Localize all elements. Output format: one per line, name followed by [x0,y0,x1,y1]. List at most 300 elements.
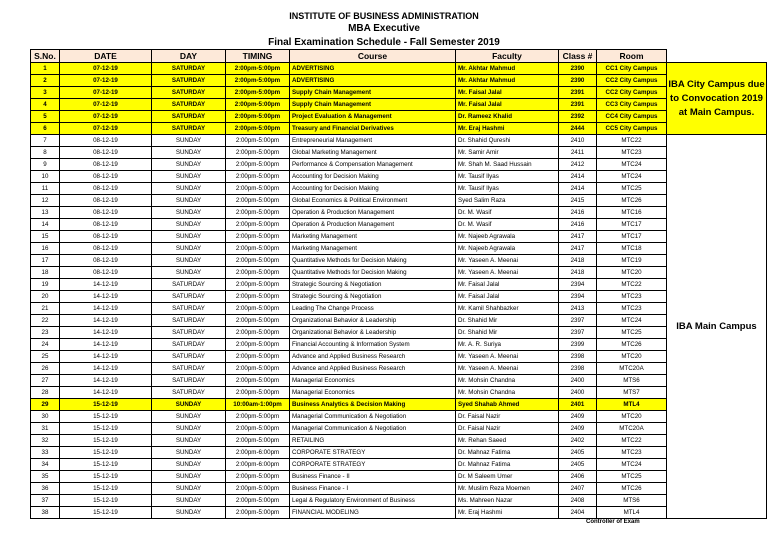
table-row [31,363,767,375]
table-row [31,483,767,495]
city-campus-note: IBA City Campus due to Convocation 2019 at Main Campus. [667,63,767,135]
cell-room: MTC20A [597,423,667,435]
cell-faculty: Mr. Mohsin Chandna [456,387,559,399]
cell-day: SUNDAY [152,135,226,147]
cell-cls: 2407 [559,483,597,495]
cell-time: 2:00pm-5:00pm [226,231,290,243]
cell-room: MTC24 [597,459,667,471]
cell-sno: 30 [31,411,60,423]
cell-date: 14-12-19 [60,315,152,327]
cell-time: 2:00pm-5:00pm [226,279,290,291]
table-row [31,471,767,483]
cell-sno: 12 [31,195,60,207]
cell-time: 2:00pm-5:00pm [226,435,290,447]
cell-time: 2:00pm-6:00pm [226,459,290,471]
controller-signature-label: Controller of Exam [586,519,640,525]
cell-sno: 7 [31,135,60,147]
cell-day: SUNDAY [152,159,226,171]
cell-date: 08-12-19 [60,255,152,267]
cell-day: SATURDAY [152,87,226,99]
cell-time: 2:00pm-5:00pm [226,267,290,279]
note-header-spacer [667,50,767,63]
cell-sno: 4 [31,99,60,111]
cell-room: MTC26 [597,483,667,495]
table-row [31,507,767,519]
cell-time: 2:00pm-5:00pm [226,183,290,195]
cell-course: Performance & Compensation Management [290,159,456,171]
table-row [31,87,767,99]
table-row [31,183,767,195]
cell-room: MTC24 [597,315,667,327]
cell-course: Strategic Sourcing & Negotiation [290,279,456,291]
cell-cls: 2405 [559,459,597,471]
cell-course: CORPORATE STRATEGY [290,459,456,471]
cell-course: ADVERTISING [290,75,456,87]
cell-time: 2:00pm-5:00pm [226,303,290,315]
cell-room: MTC22 [597,279,667,291]
cell-faculty: Mr. Faisal Jalal [456,87,559,99]
cell-date: 15-12-19 [60,507,152,519]
cell-faculty: Mr. A. R. Suriya [456,339,559,351]
cell-day: SATURDAY [152,375,226,387]
cell-date: 08-12-19 [60,159,152,171]
cell-faculty: Mr. Akhtar Mahmud [456,63,559,75]
cell-cls: 2417 [559,231,597,243]
cell-date: 07-12-19 [60,123,152,135]
cell-sno: 21 [31,303,60,315]
cell-course: Managerial Economics [290,387,456,399]
cell-time: 2:00pm-5:00pm [226,243,290,255]
cell-cls: 2406 [559,471,597,483]
cell-cls: 2405 [559,447,597,459]
table-row [31,411,767,423]
cell-sno: 34 [31,459,60,471]
cell-day: SUNDAY [152,195,226,207]
cell-day: SUNDAY [152,399,226,411]
cell-time: 2:00pm-5:00pm [226,147,290,159]
cell-course: Supply Chain Management [290,99,456,111]
cell-sno: 14 [31,219,60,231]
cell-day: SUNDAY [152,495,226,507]
cell-time: 2:00pm-5:00pm [226,483,290,495]
cell-faculty: Mr. Mohsin Chandna [456,375,559,387]
cell-faculty: Mr. Yaseen A. Meenai [456,255,559,267]
cell-cls: 2417 [559,243,597,255]
cell-faculty: Dr. Shahid Mir [456,327,559,339]
table-row [31,171,767,183]
cell-time: 2:00pm-5:00pm [226,135,290,147]
col-header-day: DAY [152,50,226,63]
cell-faculty: Dr. M. Wasif [456,207,559,219]
cell-sno: 35 [31,471,60,483]
table-row [31,135,767,147]
cell-cls: 2412 [559,159,597,171]
cell-cls: 2397 [559,315,597,327]
cell-room: CC2 City Campus [597,75,667,87]
cell-cls: 2409 [559,411,597,423]
table-row [31,315,767,327]
table-row [31,255,767,267]
cell-sno: 18 [31,267,60,279]
cell-course: FINANCIAL MODELING [290,507,456,519]
table-row [31,351,767,363]
table-row [31,111,767,123]
cell-cls: 2400 [559,375,597,387]
table-row [31,495,767,507]
cell-sno: 1 [31,63,60,75]
cell-date: 08-12-19 [60,171,152,183]
cell-faculty: Mr. Yaseen A. Meenai [456,351,559,363]
cell-day: SATURDAY [152,63,226,75]
cell-day: SUNDAY [152,147,226,159]
cell-room: MTC23 [597,303,667,315]
cell-cls: 2409 [559,423,597,435]
cell-course: Business Finance - I [290,483,456,495]
cell-room: MTC25 [597,327,667,339]
cell-cls: 2416 [559,219,597,231]
cell-time: 2:00pm-5:00pm [226,363,290,375]
cell-date: 07-12-19 [60,75,152,87]
cell-course: Managerial Economics [290,375,456,387]
cell-faculty: Dr. Faisal Nazir [456,411,559,423]
cell-time: 10:00am-1:00pm [226,399,290,411]
cell-room: CC5 City Campus [597,123,667,135]
cell-faculty: Dr. Rameez Khalid [456,111,559,123]
cell-sno: 5 [31,111,60,123]
cell-day: SATURDAY [152,303,226,315]
cell-room: CC4 City Campus [597,111,667,123]
cell-faculty: Dr. Shahid Mir [456,315,559,327]
cell-date: 14-12-19 [60,303,152,315]
table-row [31,327,767,339]
table-row [31,387,767,399]
cell-time: 2:00pm-5:00pm [226,207,290,219]
cell-course: Leading The Change Process [290,303,456,315]
cell-date: 08-12-19 [60,231,152,243]
cell-course: Treasury and Financial Derivatives [290,123,456,135]
cell-cls: 2416 [559,207,597,219]
cell-day: SUNDAY [152,459,226,471]
cell-time: 2:00pm-5:00pm [226,291,290,303]
col-header-faculty: Faculty [456,50,559,63]
cell-cls: 2394 [559,279,597,291]
cell-course: Quantitative Methods for Decision Making [290,255,456,267]
cell-course: Financial Accounting & Information System [290,339,456,351]
cell-course: RETAILING [290,435,456,447]
cell-day: SUNDAY [152,255,226,267]
cell-course: Project Evaluation & Management [290,111,456,123]
cell-cls: 2411 [559,147,597,159]
cell-faculty: Mr. Kamil Shahbazker [456,303,559,315]
col-header-sno: S.No. [31,50,60,63]
cell-course: Advance and Applied Business Research [290,351,456,363]
cell-time: 2:00pm-5:00pm [226,495,290,507]
cell-cls: 2399 [559,339,597,351]
cell-faculty: Mr. Faisal Jalal [456,279,559,291]
cell-day: SATURDAY [152,111,226,123]
cell-date: 07-12-19 [60,111,152,123]
cell-date: 08-12-19 [60,135,152,147]
cell-room: MTS6 [597,495,667,507]
cell-room: MTC20 [597,351,667,363]
cell-day: SATURDAY [152,279,226,291]
cell-sno: 26 [31,363,60,375]
table-row [31,159,767,171]
cell-day: SUNDAY [152,471,226,483]
cell-sno: 11 [31,183,60,195]
cell-sno: 25 [31,351,60,363]
cell-date: 15-12-19 [60,435,152,447]
cell-cls: 2401 [559,399,597,411]
cell-time: 2:00pm-6:00pm [226,447,290,459]
cell-time: 2:00pm-5:00pm [226,411,290,423]
cell-faculty: Mr. Samir Amir [456,147,559,159]
cell-cls: 2444 [559,123,597,135]
cell-sno: 36 [31,483,60,495]
table-row [31,243,767,255]
table-row [31,447,767,459]
cell-faculty: Mr. Faisal Jalal [456,291,559,303]
cell-sno: 15 [31,231,60,243]
cell-faculty: Mr. Eraj Hashmi [456,507,559,519]
cell-date: 07-12-19 [60,99,152,111]
cell-course: Accounting for Decision Making [290,183,456,195]
table-row [31,399,767,411]
cell-cls: 2397 [559,327,597,339]
cell-sno: 31 [31,423,60,435]
cell-date: 14-12-19 [60,291,152,303]
cell-room: MTL4 [597,399,667,411]
table-row [31,147,767,159]
cell-course: Quantitative Methods for Decision Making [290,267,456,279]
cell-day: SATURDAY [152,315,226,327]
cell-course: Organizational Behavior & Leadership [290,327,456,339]
table-row [31,195,767,207]
cell-faculty: Mr. Shah M. Saad Hussain [456,159,559,171]
table-row [31,219,767,231]
cell-time: 2:00pm-5:00pm [226,63,290,75]
table-row [31,375,767,387]
cell-cls: 2390 [559,63,597,75]
cell-cls: 2414 [559,183,597,195]
cell-course: Organizational Behavior & Leadership [290,315,456,327]
cell-faculty: Mr. Eraj Hashmi [456,123,559,135]
table-row [31,231,767,243]
cell-sno: 38 [31,507,60,519]
cell-day: SUNDAY [152,423,226,435]
cell-course: Operation & Production Management [290,219,456,231]
cell-faculty: Mr. Muslim Reza Moemen [456,483,559,495]
cell-date: 14-12-19 [60,375,152,387]
cell-date: 08-12-19 [60,183,152,195]
cell-date: 14-12-19 [60,363,152,375]
cell-sno: 16 [31,243,60,255]
cell-time: 2:00pm-5:00pm [226,255,290,267]
cell-cls: 2394 [559,291,597,303]
cell-course: CORPORATE STRATEGY [290,447,456,459]
cell-room: MTC25 [597,183,667,195]
cell-day: SUNDAY [152,435,226,447]
cell-faculty: Mr. Tausif Ilyas [456,183,559,195]
cell-room: MTS6 [597,375,667,387]
cell-course: Marketing Management [290,243,456,255]
col-header-class: Class # [559,50,597,63]
cell-room: MTC17 [597,231,667,243]
cell-sno: 33 [31,447,60,459]
table-row [31,291,767,303]
cell-faculty: Dr. M Saleem Umer [456,471,559,483]
cell-cls: 2408 [559,495,597,507]
cell-room: CC2 City Campus [597,87,667,99]
cell-faculty: Mr. Najeeb Agrawala [456,243,559,255]
cell-day: SATURDAY [152,339,226,351]
cell-faculty: Ms. Mahreen Nazar [456,495,559,507]
table-row [31,123,767,135]
cell-time: 2:00pm-5:00pm [226,75,290,87]
cell-time: 2:00pm-5:00pm [226,219,290,231]
cell-sno: 13 [31,207,60,219]
cell-date: 07-12-19 [60,63,152,75]
cell-course: Supply Chain Management [290,87,456,99]
exam-schedule-table [30,49,767,519]
cell-sno: 17 [31,255,60,267]
cell-date: 14-12-19 [60,339,152,351]
table-row [31,99,767,111]
cell-day: SATURDAY [152,327,226,339]
cell-time: 2:00pm-5:00pm [226,195,290,207]
cell-cls: 2398 [559,363,597,375]
cell-time: 2:00pm-5:00pm [226,111,290,123]
institute-name: INSTITUTE OF BUSINESS ADMINISTRATION [289,11,479,21]
cell-course: Managerial Communication & Negotiation [290,423,456,435]
cell-cls: 2415 [559,195,597,207]
cell-faculty: Mr. Rehan Saeed [456,435,559,447]
cell-date: 14-12-19 [60,351,152,363]
cell-day: SUNDAY [152,207,226,219]
cell-course: ADVERTISING [290,63,456,75]
cell-faculty: Dr. Mahnaz Fatima [456,447,559,459]
cell-time: 2:00pm-5:00pm [226,171,290,183]
cell-room: MTC26 [597,195,667,207]
cell-faculty: Syed Salim Raza [456,195,559,207]
cell-sno: 2 [31,75,60,87]
cell-room: MTC24 [597,171,667,183]
cell-course: Advance and Applied Business Research [290,363,456,375]
table-row [31,423,767,435]
cell-time: 2:00pm-5:00pm [226,339,290,351]
col-header-timing: TIMING [226,50,290,63]
cell-date: 08-12-19 [60,219,152,231]
cell-sno: 23 [31,327,60,339]
cell-course: Operation & Production Management [290,207,456,219]
cell-day: SUNDAY [152,483,226,495]
cell-date: 07-12-19 [60,87,152,99]
cell-course: Accounting for Decision Making [290,171,456,183]
cell-faculty: Dr. Faisal Nazir [456,423,559,435]
cell-time: 2:00pm-5:00pm [226,87,290,99]
cell-cls: 2413 [559,303,597,315]
cell-day: SUNDAY [152,171,226,183]
col-header-course: Course [290,50,456,63]
cell-time: 2:00pm-5:00pm [226,99,290,111]
cell-date: 08-12-19 [60,243,152,255]
cell-cls: 2391 [559,87,597,99]
cell-day: SATURDAY [152,75,226,87]
program-title: MBA Executive [348,23,420,34]
table-body [31,63,767,519]
cell-cls: 2391 [559,99,597,111]
cell-cls: 2404 [559,507,597,519]
cell-date: 15-12-19 [60,411,152,423]
cell-room: MTC23 [597,147,667,159]
cell-cls: 2390 [559,75,597,87]
cell-sno: 19 [31,279,60,291]
cell-course: Global Economics & Political Environment [290,195,456,207]
col-header-room: Room [597,50,667,63]
cell-date: 15-12-19 [60,483,152,495]
cell-faculty: Mr. Yaseen A. Meenai [456,267,559,279]
cell-sno: 20 [31,291,60,303]
table-row [31,459,767,471]
cell-date: 14-12-19 [60,279,152,291]
cell-faculty: Mr. Tausif Ilyas [456,171,559,183]
cell-sno: 37 [31,495,60,507]
cell-day: SUNDAY [152,507,226,519]
cell-room: MTC22 [597,435,667,447]
cell-room: MTC23 [597,447,667,459]
cell-time: 2:00pm-5:00pm [226,351,290,363]
cell-faculty: Mr. Yaseen A. Meenai [456,363,559,375]
cell-room: MTC17 [597,219,667,231]
cell-course: Strategic Sourcing & Negotiation [290,291,456,303]
cell-sno: 6 [31,123,60,135]
cell-course: Managerial Communication & Negotiation [290,411,456,423]
cell-day: SUNDAY [152,411,226,423]
cell-sno: 8 [31,147,60,159]
cell-room: MTC22 [597,135,667,147]
cell-room: MTC26 [597,339,667,351]
cell-time: 2:00pm-5:00pm [226,159,290,171]
cell-faculty: Mr. Faisal Jalal [456,99,559,111]
table-row [31,267,767,279]
cell-faculty: Dr. M. Wasif [456,219,559,231]
cell-date: 15-12-19 [60,447,152,459]
table-row [31,303,767,315]
cell-faculty: Mr. Najeeb Agrawala [456,231,559,243]
cell-date: 14-12-19 [60,387,152,399]
cell-course: Business Analytics & Decision Making [290,399,456,411]
main-campus-note: IBA Main Campus [667,135,767,519]
cell-room: CC1 City Campus [597,63,667,75]
cell-sno: 9 [31,159,60,171]
cell-day: SUNDAY [152,243,226,255]
cell-sno: 24 [31,339,60,351]
cell-sno: 29 [31,399,60,411]
cell-cls: 2400 [559,387,597,399]
cell-course: Legal & Regulatory Environment of Business [290,495,456,507]
table-row [31,339,767,351]
table-row [31,207,767,219]
cell-date: 15-12-19 [60,459,152,471]
cell-course: Marketing Management [290,231,456,243]
cell-sno: 27 [31,375,60,387]
cell-time: 2:00pm-5:00pm [226,507,290,519]
cell-day: SUNDAY [152,447,226,459]
cell-faculty: Mr. Akhtar Mahmud [456,75,559,87]
cell-date: 08-12-19 [60,147,152,159]
cell-day: SATURDAY [152,99,226,111]
cell-room: CC3 City Campus [597,99,667,111]
